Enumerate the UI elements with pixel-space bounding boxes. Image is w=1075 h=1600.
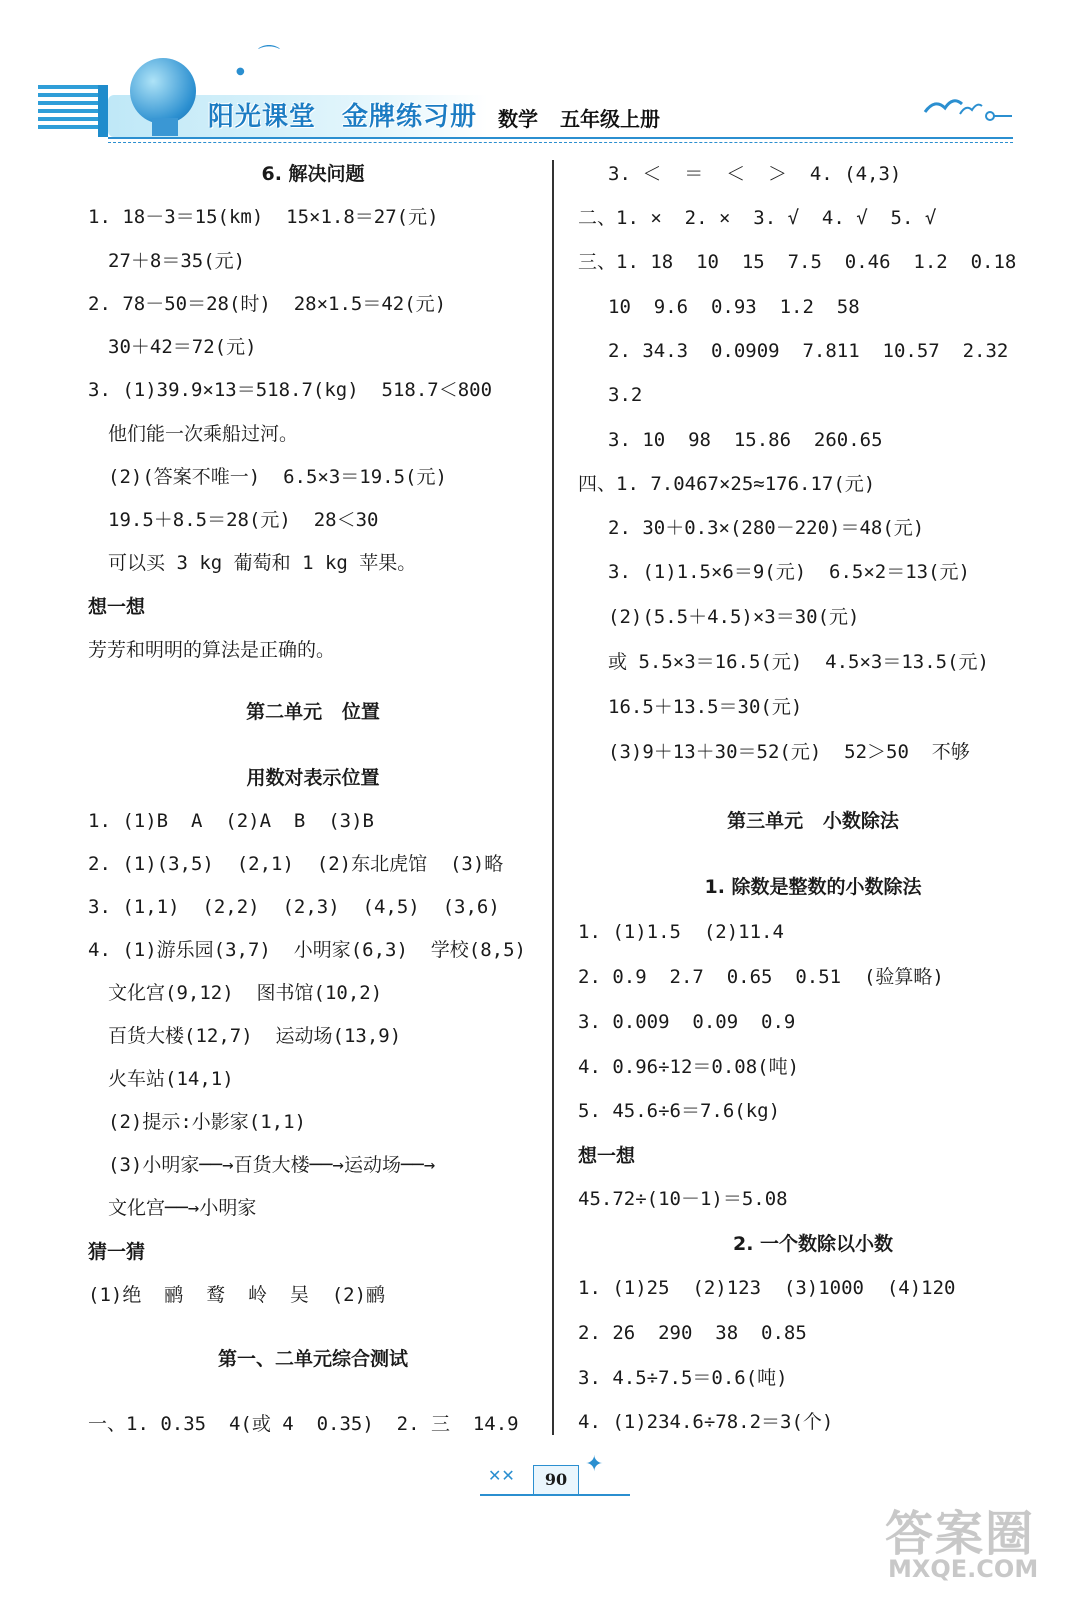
watermark-url: MXQE.COM [888,1555,1039,1583]
answer-line: (2)提示:小影家(1,1) [108,1111,306,1133]
dot-icon: ● [236,66,245,77]
answer-line: (1)绝 鹂 鹜 岭 吴 (2)鹂 [88,1284,386,1306]
answer-line: 3. 0.009 0.09 0.9 [578,1011,796,1033]
series-title [208,96,503,133]
section-title: 6. 解决问题 [261,163,365,185]
answer-line: (2)(答案不唯一) 6.5×3＝19.5(元) [108,466,447,488]
answer-line: 4. 0.96÷12＝0.08(吨) [578,1056,800,1078]
answer-line: 芳芳和明明的算法是正确的。 [88,639,336,661]
answer-line: 1. 18－3＝15(km) 15×1.8＝27(元) [88,206,439,228]
section-title: 2. 一个数除以小数 [732,1233,894,1255]
seagull-icon [920,90,1015,130]
answer-line: 2. 0.9 2.7 0.65 0.51 (验算略) [578,966,944,988]
answer-line: 30＋42＝72(元) [108,336,257,358]
answer-line: 3. 4.5÷7.5＝0.6(吨) [578,1367,788,1389]
answer-line: 或 5.5×3＝16.5(元) 4.5×3＝13.5(元) [608,651,989,673]
answer-line: 他们能一次乘船过河。 [108,423,299,445]
sparkle-icon: ✦ [585,1452,604,1477]
globe-icon [130,58,196,124]
answer-line: 3. ＜ ＝ ＜ ＞ 4. (4,3) [608,163,902,185]
answer-line: 27＋8＝35(元) [108,250,246,272]
answer-line: 火车站(14,1) [108,1068,234,1090]
column-divider [552,160,554,1435]
answer-line: 3. (1,1) (2,2) (2,3) (4,5) (3,6) [88,896,500,918]
answer-line: 百货大楼(12,7) 运动场(13,9) [108,1025,402,1047]
series-name-b: 金牌练习册 [342,102,478,132]
watermark-text: 答案圈 [885,1506,1036,1562]
answer-line: 三、1. 18 10 15 7.5 0.46 1.2 0.18 [578,251,1017,273]
answer-line: 1. (1)1.5 (2)11.4 [578,921,784,943]
section-title: 1. 除数是整数的小数除法 [704,876,922,898]
bird-icon: ⌒ [258,45,281,70]
page-number: 90 [533,1465,579,1495]
grade-label: 五年级上册 [560,107,660,131]
answer-line: 10 9.6 0.93 1.2 58 [608,296,860,318]
answer-line: 45.72÷(10－1)＝5.08 [578,1188,788,1210]
section-title: 用数对表示位置 [246,767,380,789]
header-rule-dashed [108,142,1013,143]
answer-line: 一、1. 0.35 4(或 4 0.35) 2. 三 14.9 [88,1413,519,1435]
subject-grade [498,103,682,132]
answer-line: 1. (1)25 (2)123 (3)1000 (4)120 [578,1277,956,1299]
answer-line: (3)小明家──→百货大楼──→运动场──→ [108,1154,436,1176]
unit-title: 第二单元 位置 [246,701,380,723]
header-rule [108,137,1013,139]
answer-line: 文化宫──→小明家 [108,1197,257,1219]
answer-line: 5. 45.6÷6＝7.6(kg) [578,1100,781,1122]
answer-line: 4. (1)游乐园(3,7) 小明家(6,3) 学校(8,5) [88,939,526,961]
star-icon: ✕✕ [488,1466,515,1485]
test-title: 第一、二单元综合测试 [217,1348,408,1370]
answer-line: 2. 34.3 0.0909 7.811 10.57 2.32 [608,340,1009,362]
series-name-a: 阳光课堂 [208,102,317,132]
page-header [0,0,1075,150]
answer-line: 3. 10 98 15.86 260.65 [608,429,883,451]
subject-label: 数学 [498,107,538,131]
answer-line: 2. 78－50＝28(时) 28×1.5＝42(元) [88,293,447,315]
watermark [880,1495,1050,1590]
answer-line: 3. (1)39.9×13＝518.7(kg) 518.7＜800 [88,379,493,401]
answer-line: 3. (1)1.5×6＝9(元) 6.5×2＝13(元) [608,561,970,583]
answer-line: 2. 30＋0.3×(280－220)＝48(元) [608,517,925,539]
guess-title: 猜一猜 [88,1241,146,1263]
answer-line: 文化宫(9,12) 图书馆(10,2) [108,982,383,1004]
answer-line: (2)(5.5＋4.5)×3＝30(元) [608,606,860,628]
answer-line: 可以买 3 kg 葡萄和 1 kg 苹果。 [108,552,417,574]
answer-line: 16.5＋13.5＝30(元) [608,696,803,718]
think-title: 想一想 [88,596,146,618]
answer-line: (3)9＋13＋30＝52(元) 52＞50 不够 [608,741,970,763]
think-title: 想一想 [578,1145,636,1167]
answer-line: 1. (1)B A (2)A B (3)B [88,810,374,832]
unit-title: 第三单元 小数除法 [727,810,899,832]
answer-line: 四、1. 7.0467×25≈176.17(元) [578,473,876,495]
globe-stand-icon [152,118,178,136]
answer-line: 4. (1)234.6÷78.2＝3(个) [578,1411,834,1433]
answer-line: 3.2 [608,384,643,406]
answer-line: 二、1. × 2. × 3. √ 4. √ 5. √ [578,207,937,229]
answer-line: 2. (1)(3,5) (2,1) (2)东北虎馆 (3)略 [88,853,504,875]
answer-line: 2. 26 290 38 0.85 [578,1322,807,1344]
header-stripes [38,85,98,137]
answer-line: 19.5＋8.5＝28(元) 28＜30 [108,509,379,531]
footer-rule [480,1494,630,1496]
